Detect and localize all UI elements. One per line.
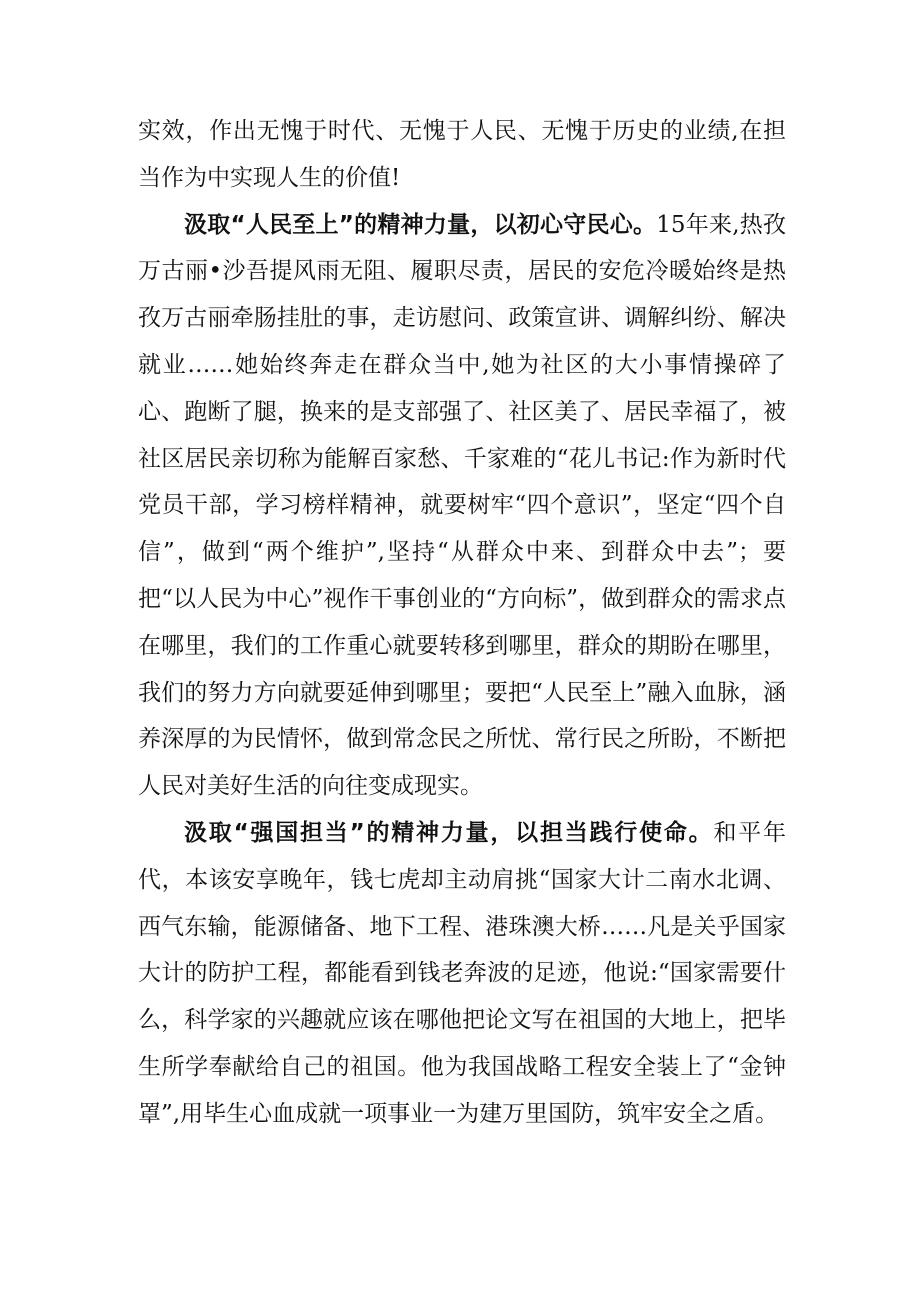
- paragraph-lead-sentence: 汲取“人民至上”的精神力量，以初心守民心。: [184, 211, 657, 238]
- paragraph-national-responsibility: [138, 810, 786, 1138]
- paragraph-body-text: 15年来,热孜万古丽•沙吾提风雨无阻、履职尽责，居民的安危冷暖始终是热孜万古丽牵肠挂肚的事，走访慰问、政策宣讲、调解纠纷、解决就业……她始终奔走在群众当中,她为社区的大小事情操碎了心、跑断了腿，换来的是支部强了、社区美了、居民幸福了，被社区居民亲切称为能解百家愁、千家难的“花儿书记:作为新时代党员干部，学习榜样精神，就要树牢“四个意识”，坚定“四个自信”，做到“两个维护”,坚持“从群众中来、到群众中去”；要把“以人民为中心”视作干事创业的“方向标”，做到群众的需求点在哪里，我们的工作重心就要转移到哪里，群众的期盼在哪里，我们的努力方向就要延伸到哪里；要把“人民至上”融入血脉，涵养深厚的为民情怀，做到常念民之所忧、常行民之所盼，不断把人民对美好生活的向往变成现实。: [138, 211, 787, 800]
- paragraph-body-text: 和平年代，本该安享晚年，钱七虎却主动肩挑“国家大计二南水北调、西气东输，能源储备、地下工程、港珠澳大桥……凡是关乎国家大计的防护工程，都能看到钱老奔波的足迹，他说:“国家需要什么，科学家的兴趣就应该在哪他把论文写在祖国的大地上，把毕生所学奉献给自己的祖国。他为我国战略工程安全装上了“金钟罩”,用毕生心血成就一项事业一为建万里国防，筑牢安全之盾。: [138, 819, 787, 1127]
- paragraph-body-text: 实效，作出无愧于时代、无愧于人民、无愧于历史的业绩,在担当作为中实现人生的价值!: [138, 118, 786, 191]
- paragraph-lead-sentence: 汲取“强国担当”的精神力量，以担当践行使命。: [184, 819, 714, 846]
- document-body: [138, 108, 786, 1138]
- paragraph-people-first: [138, 202, 786, 810]
- paragraph-continuation: [138, 108, 786, 202]
